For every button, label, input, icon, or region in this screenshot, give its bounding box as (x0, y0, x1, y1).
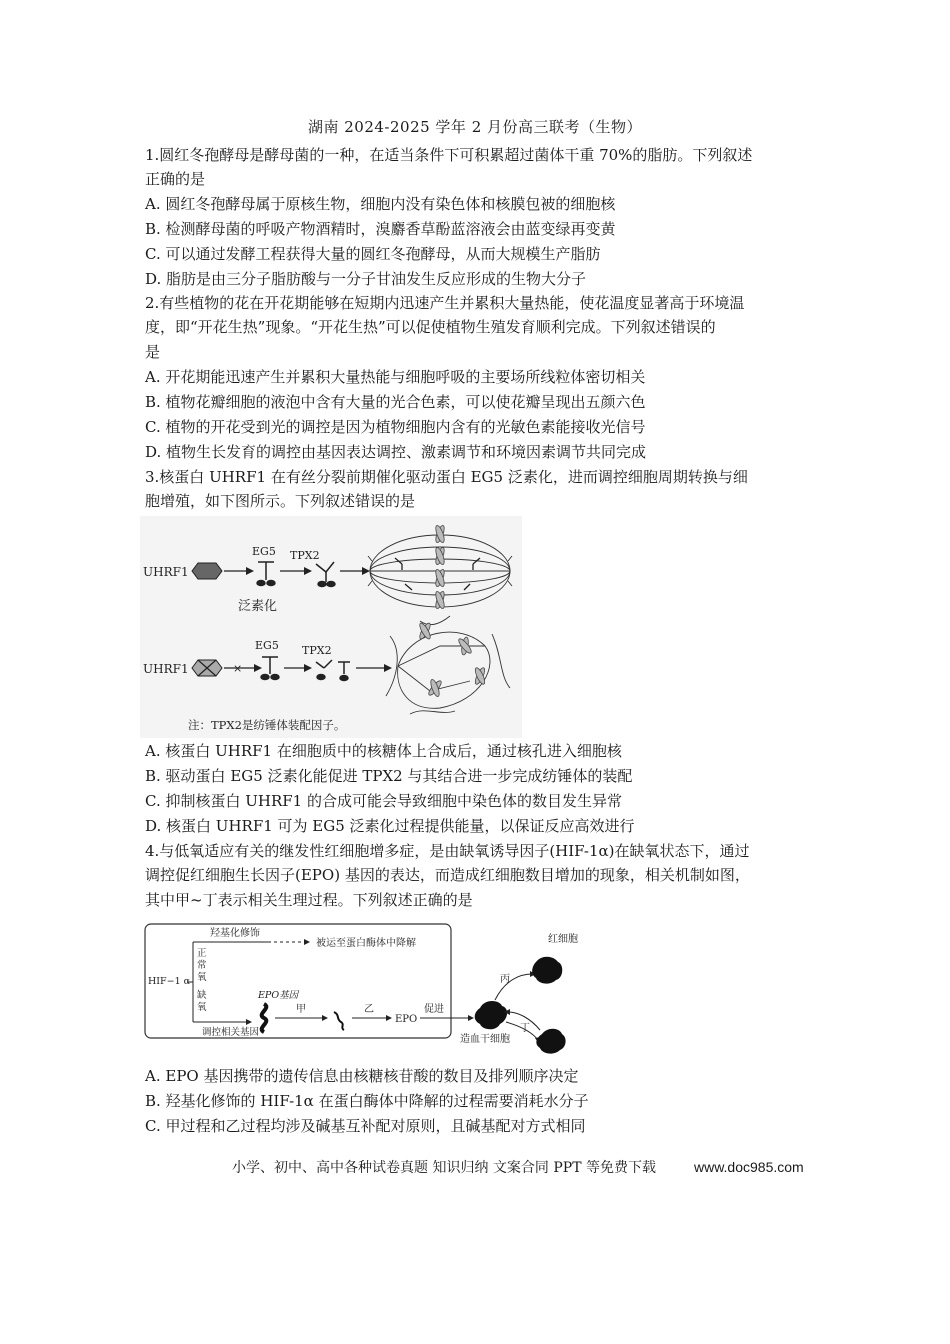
q2-option-d: D. 植物生长发育的调控由基因表达调控、激素调节和环境因素调节共同完成 (145, 443, 647, 461)
q4-stem-line1: 4.与低氧适应有关的继发性红细胞增多症，是由缺氧诱导因子(HIF-1α)在缺氧状态下，通过 (145, 842, 750, 860)
fig4-regulate-label: 调控相关基因 (202, 1027, 260, 1038)
fig3-uhrf1-label-top: UHRF1 (143, 565, 189, 579)
fig4-step-ding: 丁 (520, 1023, 530, 1034)
fig4-hypoxia-char1: 缺 (197, 990, 207, 1001)
q3-option-c: C. 抑制核蛋白 UHRF1 的合成可能会导致细胞中染色体的数目发生异常 (145, 792, 622, 810)
q4-option-a: A. EPO 基因携带的遗传信息由核糖核苷酸的数目及排列顺序决定 (145, 1067, 579, 1085)
fig3-tpx2-label-top: TPX2 (290, 549, 320, 562)
q2-option-a: A. 开花期能迅速产生并累积大量热能与细胞呼吸的主要场所线粒体密切相关 (145, 368, 646, 386)
fig3-note: 注：TPX2是纺锤体装配因子。 (188, 718, 346, 732)
footer-text: 小学、初中、高中各种试卷真题 知识归纳 文案合同 PPT 等免费下载 (232, 1160, 656, 1176)
fig4-normal-o2-char3: 氧 (197, 972, 207, 983)
fig4-step-jia: 甲 (296, 1004, 306, 1015)
fig4-hif-label: HIF−1 α (148, 976, 191, 987)
fig4-hypoxia-char2: 氧 (197, 1002, 207, 1013)
fig4-rbc-label: 红细胞 (548, 934, 578, 945)
fig3-tpx2-label-bottom: TPX2 (302, 644, 332, 657)
fig3-uhrf1-label-bottom: UHRF1 (143, 662, 189, 676)
q1-option-a: A. 圆红冬孢酵母属于原核生物，细胞内没有染色体和核膜包被的细胞核 (145, 195, 616, 213)
fig4-normal-o2-char1: 正 (197, 948, 207, 959)
q3-option-a: A. 核蛋白 UHRF1 在细胞质中的核糖体上合成后，通过核孔进入细胞核 (145, 742, 622, 760)
fig3-ubiquitination-label: 泛素化 (238, 599, 278, 614)
q1-option-d: D. 脂肪是由三分子脂肪酸与一分子甘油发生反应形成的生物大分子 (145, 270, 587, 288)
mrna-icon (334, 1012, 344, 1030)
q1-stem-line2: 正确的是 (145, 170, 206, 188)
q1-stem-line1: 1.圆红冬孢酵母是酵母菌的一种，在适当条件下可积累超过菌体干重 70%的脂肪。下列叙述 (145, 146, 753, 164)
uhrf1-active-shape (192, 563, 222, 579)
q4-stem-line3: 其中甲~丁表示相关生理过程。下列叙述正确的是 (145, 891, 473, 909)
fig4-normal-o2-char2: 常 (197, 960, 207, 971)
stem-cell-self-renew-icon (536, 1029, 565, 1054)
page-footer (232, 1157, 804, 1177)
fig4-stem-cell-label: 造血干细胞 (460, 1034, 510, 1045)
footer-url-link[interactable]: www.doc985.com (693, 1159, 804, 1175)
fig3-eg5-label-bottom: EG5 (255, 639, 279, 652)
q3-option-b: B. 驱动蛋白 EG5 泛素化能促进 TPX2 与其结合进一步完成纺锤体的装配 (145, 767, 633, 785)
fig4-promote-label: 促进 (424, 1004, 444, 1015)
q3-stem-line2: 胞增殖，如下图所示。下列叙述错误的是 (145, 492, 416, 510)
fig4-epo-label: EPO (395, 1014, 418, 1025)
stem-cell-icon (475, 1001, 507, 1029)
q4-option-c: C. 甲过程和乙过程均涉及碱基互补配对原则，且碱基配对方式相同 (145, 1117, 586, 1135)
fig4-degrade-label: 被运至蛋白酶体中降解 (316, 938, 416, 949)
fig4-step-yi: 乙 (364, 1004, 374, 1015)
figure-hif-epo-mechanism (140, 918, 600, 1056)
red-blood-cell-icon (532, 957, 562, 984)
q1-option-c: C. 可以通过发酵工程获得大量的圆红冬孢酵母，从而大规模生产脂肪 (145, 245, 601, 263)
q4-stem-line2: 调控促红细胞生长因子(EPO) 基因的表达，而造成红细胞数目增加的现象，相关机制如图， (145, 866, 750, 884)
q2-option-c: C. 植物的开花受到光的调控是因为植物细胞内含有的光敏色素能接收光信号 (145, 418, 646, 436)
figure-uhrf1-spindle (140, 516, 522, 738)
fig3-blocked-mark: × (233, 662, 243, 675)
q3-stem-line1: 3.核蛋白 UHRF1 在有丝分裂前期催化驱动蛋白 EG5 泛素化，进而调控细胞周期转换与细 (145, 468, 748, 486)
fig4-step-bing: 丙 (500, 974, 510, 985)
q1-option-b: B. 检测酵母菌的呼吸产物酒精时，溴麝香草酚蓝溶液会由蓝变绿再变黄 (145, 220, 616, 238)
q2-option-b: B. 植物花瓣细胞的液泡中含有大量的光合色素，可以使花瓣呈现出五颜六色 (145, 393, 646, 411)
q4-option-b: B. 羟基化修饰的 HIF-1α 在蛋白酶体中降解的过程需要消耗水分子 (145, 1092, 589, 1110)
page-title: 湖南 2024-2025 学年 2 月份高三联考（生物） (307, 118, 643, 136)
q2-stem-line1: 2.有些植物的花在开花期能够在短期内迅速产生并累积大量热能，使花温度显著高于环境温 (145, 294, 745, 312)
fig4-hydroxylation-label: 羟基化修饰 (210, 928, 260, 939)
dna-helix-icon (262, 1004, 267, 1032)
q2-stem-line2: 度，即“开花生热”现象。“开花生热”可以促使植物生殖发育顺利完成。下列叙述错误的 (145, 318, 716, 336)
q3-option-d: D. 核蛋白 UHRF1 可为 EG5 泛素化过程提供能量，以保证反应高效进行 (145, 817, 635, 835)
fig4-epo-gene-label: EPO基因 (258, 990, 299, 1001)
fig3-eg5-label-top: EG5 (252, 545, 276, 558)
q2-stem-line3: 是 (145, 343, 161, 361)
